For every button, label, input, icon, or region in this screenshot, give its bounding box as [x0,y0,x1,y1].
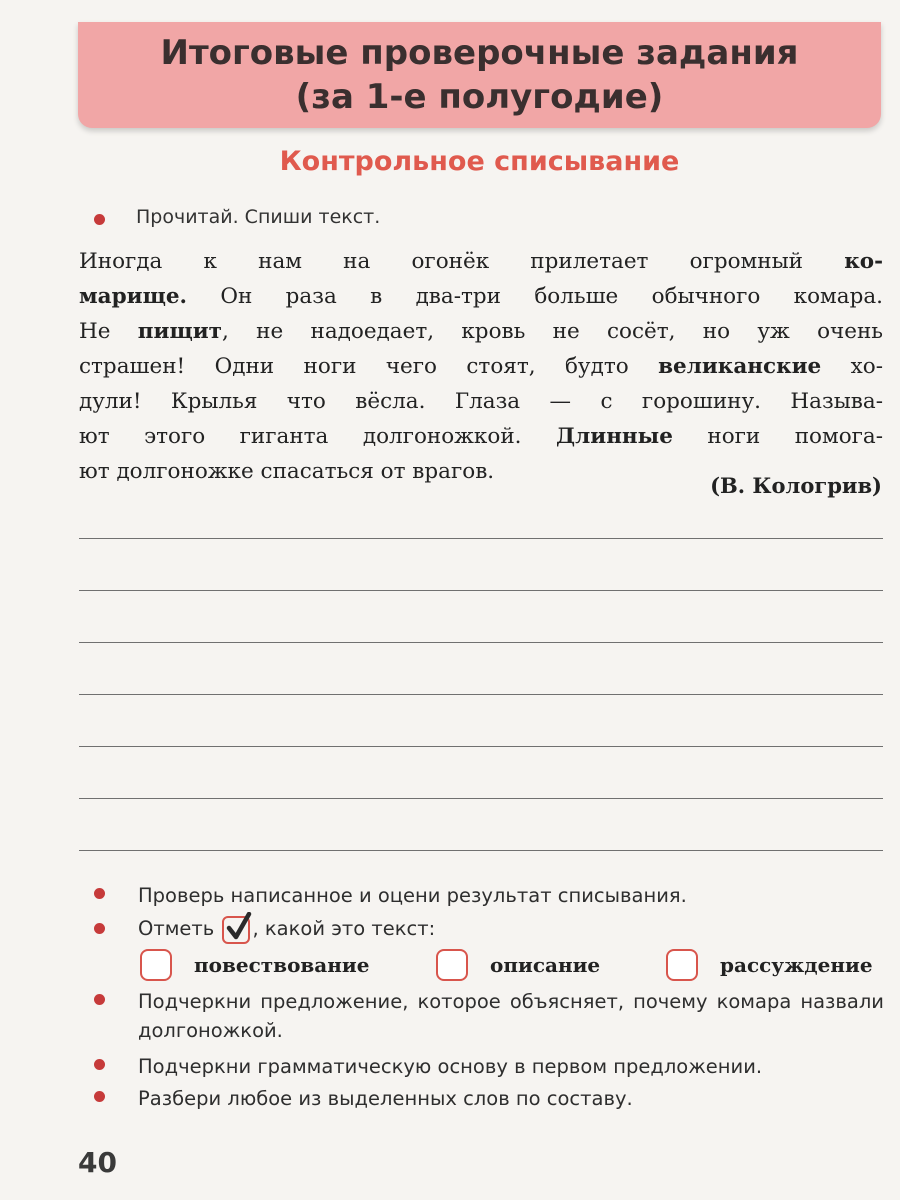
bullet [94,214,105,225]
writing-line[interactable] [79,590,883,591]
page-title: Итоговые проверочные задания [160,33,799,73]
task-mark [138,914,435,944]
task-check: Проверь написанное и оцени результат списывания. [138,884,687,907]
writing-line[interactable] [79,694,883,695]
task-mark-before: Отметь [138,917,215,940]
task-parse-word: Разбери любое из выделенных слов по составу. [138,1087,633,1110]
option-label: описание [490,953,601,977]
checkbox[interactable] [140,949,172,981]
text-segment: Иногда к нам на огонёк прилетает огромный [79,249,845,274]
option-label: рассуждение [720,953,873,977]
author: (В. Кологрив) [710,473,882,498]
text-segment: страшен! Одни ноги чего стоят, будто [79,354,659,379]
highlighted-word: ко- [844,249,883,274]
checkbox[interactable] [666,949,698,981]
task-underline-reason: Подчеркни предложение, которое объясняет, почему комара назвали долгоножкой. [138,990,884,1042]
writing-line[interactable] [79,538,883,539]
header-band [78,22,881,128]
text-line [79,349,883,384]
writing-line[interactable] [79,642,883,643]
text-segment: ноги помога- [672,424,884,449]
text-segment: ют этого гиганта долгоножкой. [79,424,556,449]
option-description[interactable] [436,949,600,981]
text-line [79,314,883,349]
text-segment: ют долгоножке спасаться от врагов. [79,459,495,484]
highlighted-word: пищит [137,319,222,344]
section-title: Контрольное списывание [279,146,680,177]
instruction-text: Прочитай. Спиши текст. [136,206,381,228]
page-subtitle: (за 1-е полугодие) [295,77,664,117]
option-reasoning[interactable] [666,949,873,981]
bullet [94,923,105,934]
highlighted-word: Длинные [555,424,673,449]
text-line [79,384,883,419]
writing-line[interactable] [79,746,883,747]
bullet [94,994,105,1005]
bullet [94,1059,105,1070]
text-segment: Он раза в два-три больше обычного комара. [187,284,883,309]
text-segment: хо- [821,354,883,379]
option-narration[interactable] [140,949,369,981]
text-segment: дули! Крылья что вёсла. Глаза — с горошину. Называ- [79,389,883,414]
highlighted-word: марище. [79,284,188,309]
dictation-text [79,244,883,489]
bullet [94,888,105,899]
text-segment: Не [79,319,138,344]
task-mark-after: , какой это текст: [252,917,436,940]
option-label: повествование [194,953,370,977]
writing-line[interactable] [79,798,883,799]
text-line [79,419,883,454]
text-segment: , не надоедает, кровь не сосёт, но уж очень [222,319,883,344]
text-line [79,279,883,314]
text-line [79,244,883,279]
checkbox[interactable] [436,949,468,981]
page-number: 40 [78,1146,117,1179]
writing-line[interactable] [79,850,883,851]
highlighted-word: великанские [658,354,822,379]
task-underline-basis: Подчеркни грамматическую основу в первом предложении. [138,1055,763,1078]
bullet [94,1091,105,1102]
checkmark-sample-icon [222,916,250,944]
